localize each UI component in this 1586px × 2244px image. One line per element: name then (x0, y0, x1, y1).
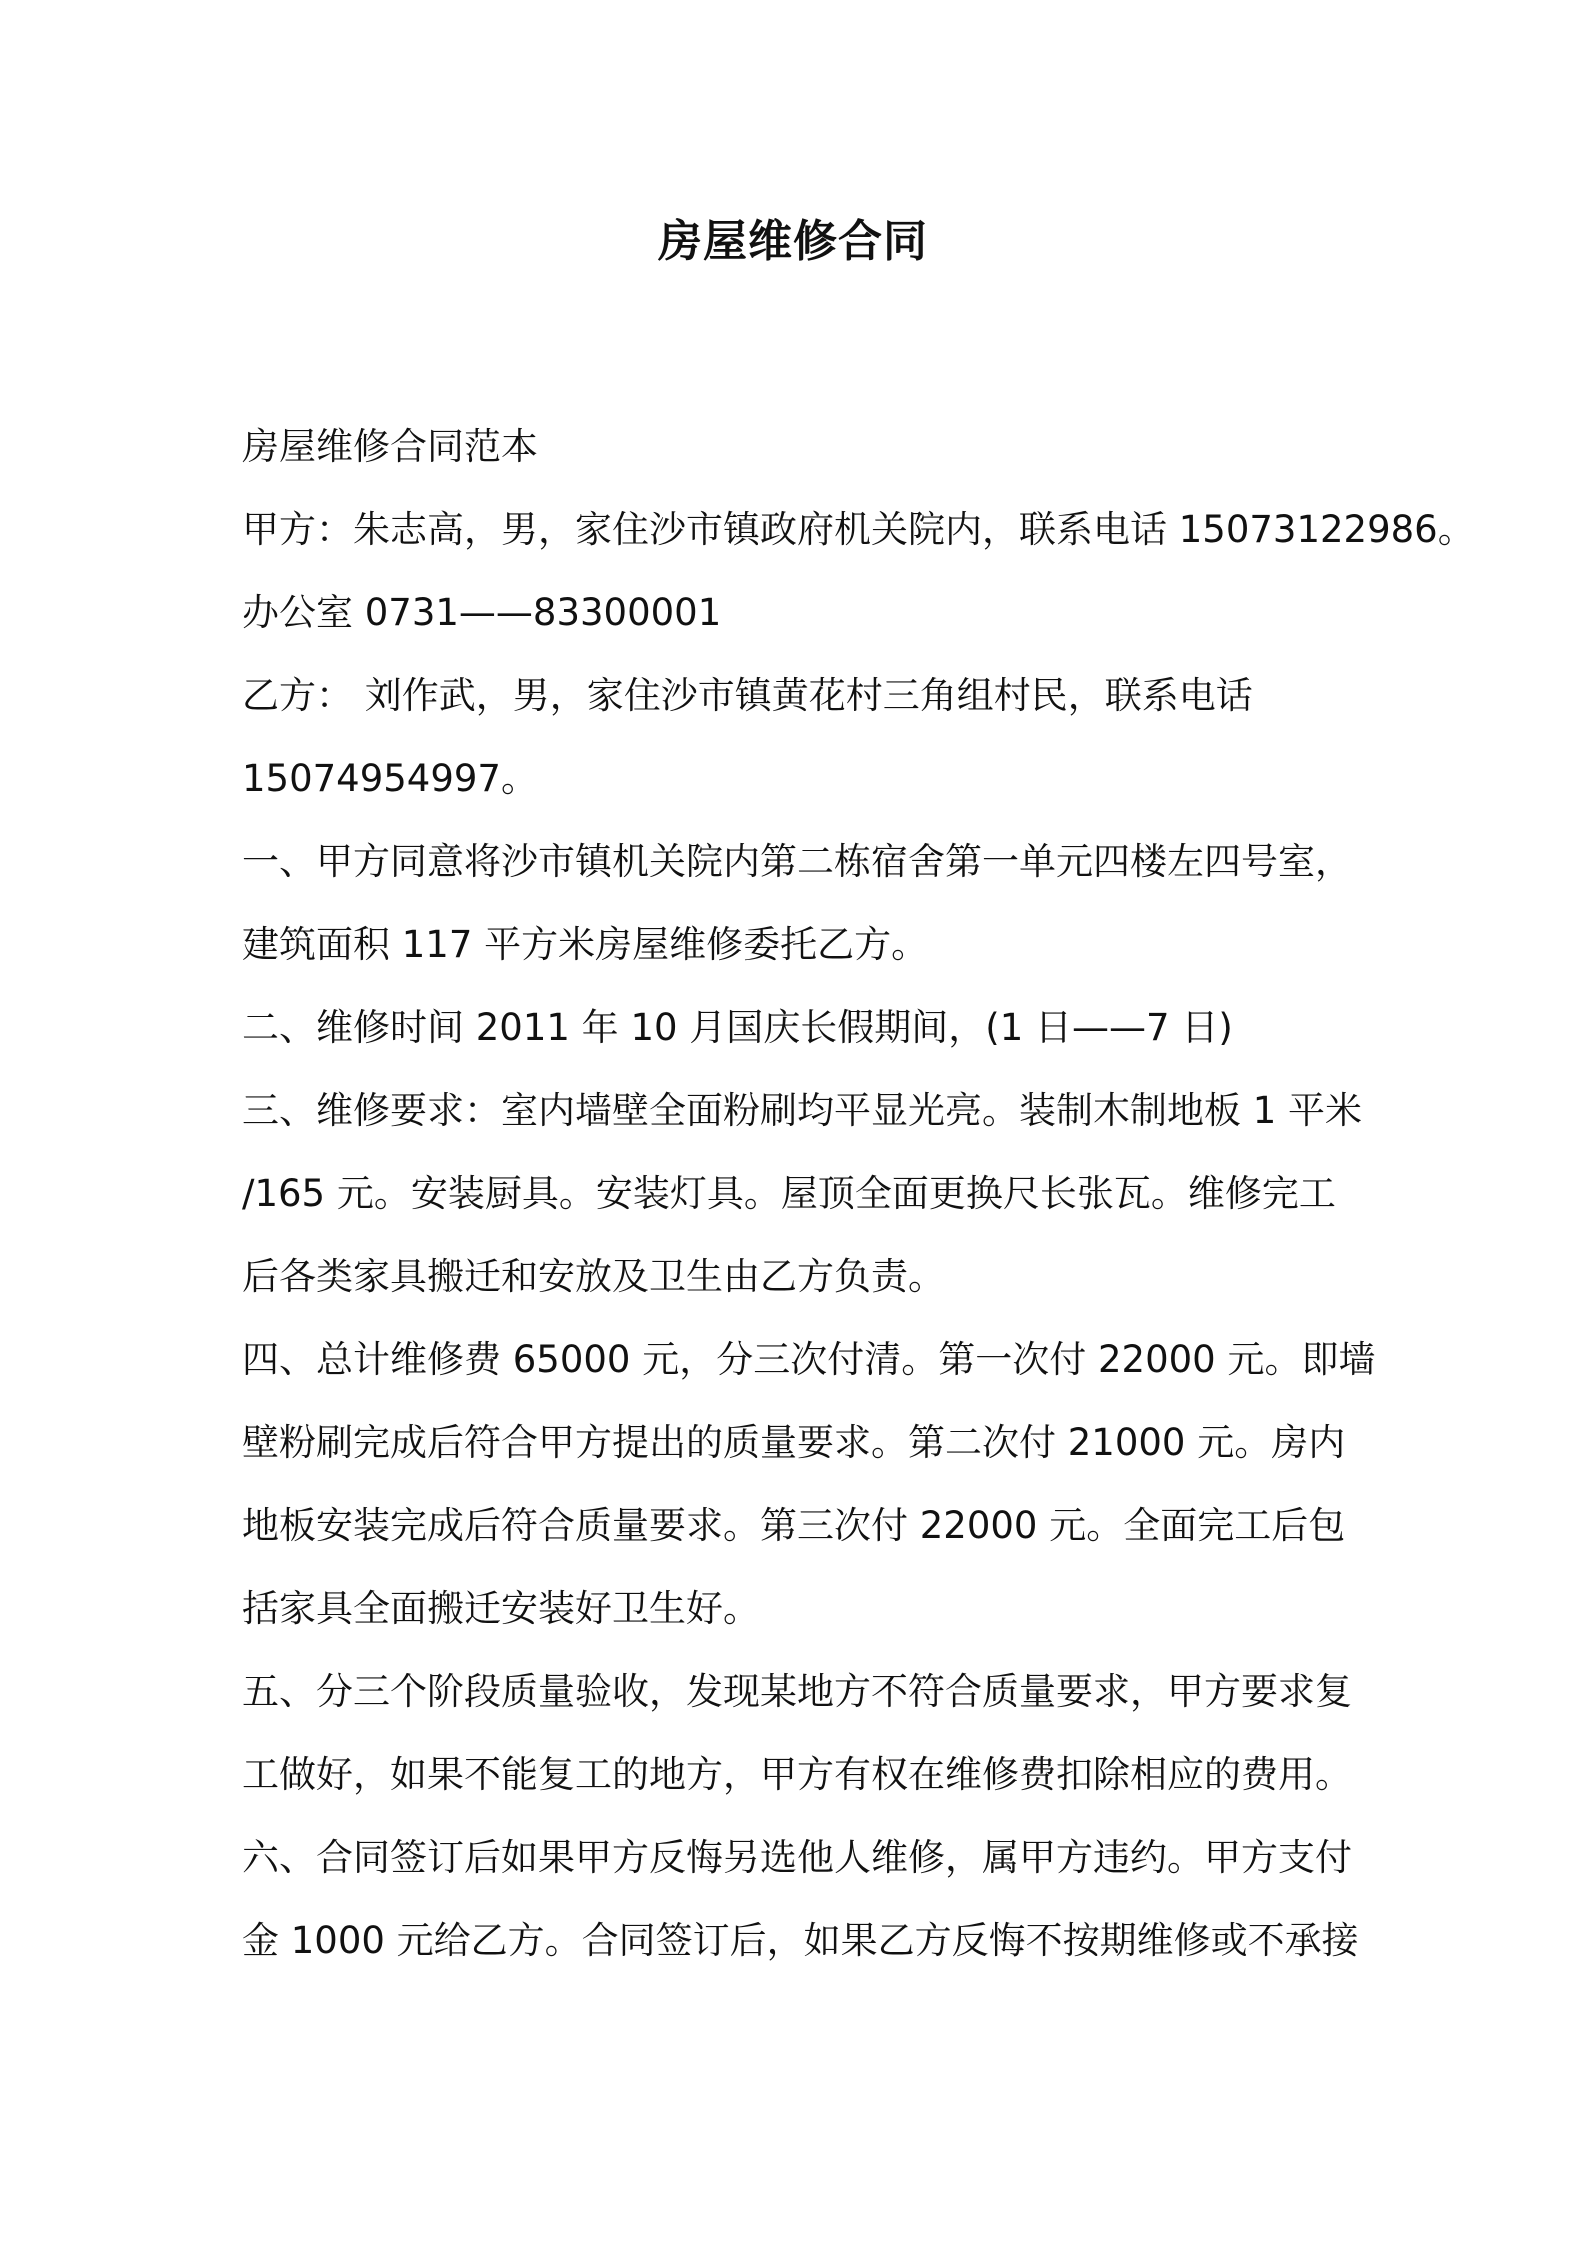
subtitle-line: 房屋维修合同范本 (242, 425, 538, 468)
clause-3-line-3: 后各类家具搬迁和安放及卫生由乙方负责。 (242, 1255, 945, 1298)
clause-3-line-2: /165 元。安装厨具。安装灯具。屋顶全面更换尺长张瓦。维修完工 (242, 1172, 1336, 1215)
clause-5-line-2: 工做好，如果不能复工的地方，甲方有权在维修费扣除相应的费用。 (242, 1753, 1352, 1796)
clause-3-line-1: 三、维修要求：室内墙壁全面粉刷均平显光亮。装制木制地板 1 平米 (242, 1089, 1363, 1132)
clause-6-line-2: 金 1000 元给乙方。合同签订后，如果乙方反悔不按期维修或不承接 (242, 1919, 1359, 1962)
office-phone-line: 办公室 0731——83300001 (242, 591, 722, 634)
clause-1-line-1: 一、甲方同意将沙市镇机关院内第二栋宿舍第一单元四楼左四号室， (242, 840, 1352, 883)
clause-4-line-1: 四、总计维修费 65000 元，分三次付清。第一次付 22000 元。即墙 (242, 1338, 1376, 1381)
party-a-line: 甲方：朱志高，男，家住沙市镇政府机关院内，联系电话 15073122986。 (242, 508, 1475, 551)
document-body (242, 405, 1475, 1982)
clause-2-line: 二、维修时间 2011 年 10 月国庆长假期间，(1 日——7 日) (242, 1006, 1233, 1049)
clause-4-line-2: 壁粉刷完成后符合甲方提出的质量要求。第二次付 21000 元。房内 (242, 1421, 1346, 1464)
clause-1-line-2: 建筑面积 117 平方米房屋维修委托乙方。 (242, 923, 929, 966)
clause-6-line-1: 六、合同签订后如果甲方反悔另选他人维修，属甲方违约。甲方支付 (242, 1836, 1352, 1879)
document-title: 房屋维修合同 (658, 216, 928, 267)
clause-4-line-4: 括家具全面搬迁安装好卫生好。 (242, 1587, 760, 1630)
party-b-line: 乙方： 刘作武，男，家住沙市镇黄花村三角组村民，联系电话 (242, 674, 1253, 717)
party-b-phone-line: 15074954997。 (242, 757, 538, 800)
clause-4-line-3: 地板安装完成后符合质量要求。第三次付 22000 元。全面完工后包 (242, 1504, 1346, 1547)
clause-5-line-1: 五、分三个阶段质量验收，发现某地方不符合质量要求，甲方要求复 (242, 1670, 1352, 1713)
